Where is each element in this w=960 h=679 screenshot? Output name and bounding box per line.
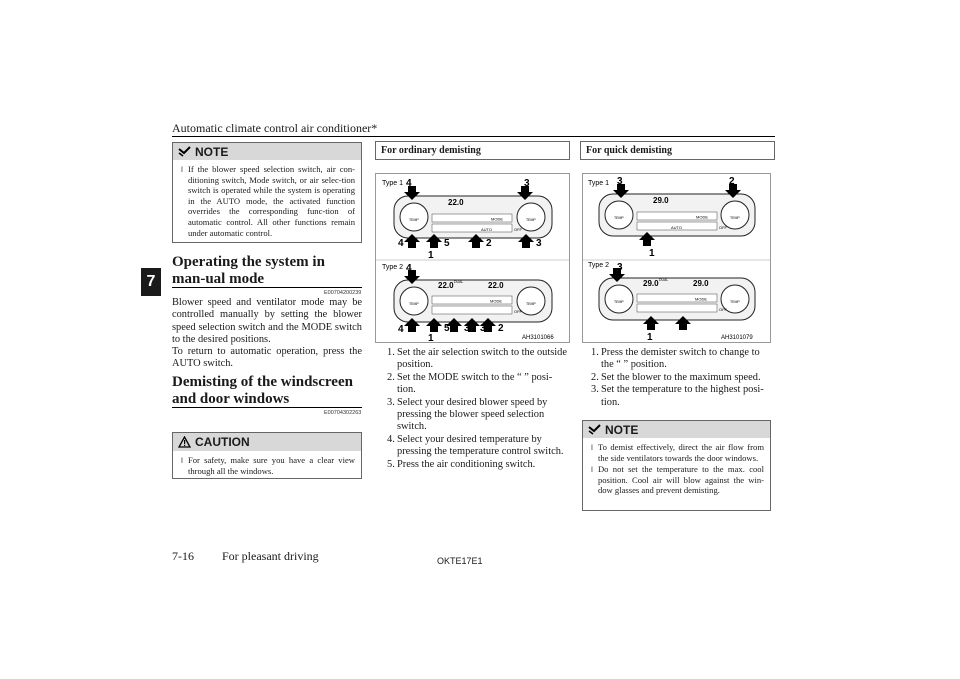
step-item: 3. Set the temperature to the highest posi-tion. [591, 384, 764, 408]
control-panel-diagram [376, 174, 569, 342]
callout-number: 4 [406, 263, 412, 274]
note-text: Do not set the temperature to the max. cool position. Cool air will blow against the win-dow glasses and prevent demisting. [597, 464, 764, 496]
section-title-manual: Operating the system in man-ual mode [172, 254, 325, 287]
temp-knob-label: TEMP [526, 302, 536, 306]
temp-knob-label: TEMP [409, 302, 419, 306]
temp-display: 29.0 [653, 196, 669, 205]
auto-button-label: AUTO [481, 227, 493, 232]
mode-button-label: MODE [491, 216, 503, 222]
caution-label: CAUTION [195, 435, 250, 449]
callout-number: 4 [398, 324, 404, 335]
figure-code: AH3101066 [522, 335, 554, 341]
warning-triangle-icon [178, 436, 191, 448]
ordinary-demisting-heading: For ordinary demisting [375, 141, 570, 160]
caution-header [173, 433, 361, 451]
section-rule [172, 407, 362, 408]
callout-number: 3 [480, 323, 486, 334]
note-box [582, 420, 771, 511]
callout-number: 2 [486, 238, 492, 249]
document-code: OKTE17E1 [437, 556, 483, 566]
temp-knob-label: TEMP [526, 218, 536, 222]
step-item: 1. Set the air selection switch to the outside position. [387, 347, 567, 371]
callout-number: 3 [464, 323, 470, 334]
callout-number: 4 [398, 238, 404, 249]
auto-button-label: AUTO [671, 225, 683, 230]
type1-label: Type 1 [588, 180, 610, 187]
off-button-label: OFF [514, 227, 522, 232]
climate-panel-type1 [599, 194, 755, 236]
section-code: E00704302263 [324, 410, 362, 416]
off-button-label: OFF [514, 309, 522, 314]
temp-display-left: 22.0 [438, 281, 454, 290]
callout-number: 3 [617, 176, 623, 187]
temp-display: 22.0 [448, 198, 464, 207]
chapter-tab: 7 [141, 268, 161, 296]
note-icon [588, 424, 601, 435]
temp-knob-label: TEMP [614, 300, 624, 304]
section-rule [172, 287, 362, 288]
quick-demisting-heading: For quick demisting [580, 141, 775, 160]
note-text: If the blower speed selection switch, air con-ditioning switch, Mode switch, or air selec-tion switch is operated while the system is operating in the AUTO mode, the activated function overrides the corresponding func-tion of automatic control. All other functions remain under automatic control. [187, 164, 355, 238]
ordinary-demisting-figure [375, 173, 570, 343]
callout-number: 1 [428, 250, 434, 261]
temp-knob-label: TEMP [614, 216, 624, 220]
ordinary-demisting-steps [387, 347, 569, 471]
bullet-icon: l [181, 166, 183, 174]
bullet-icon: l [181, 457, 183, 465]
type1-label: Type 1 [382, 180, 404, 187]
figure-code: AH3101079 [721, 335, 753, 341]
off-button-label: OFF [719, 225, 727, 230]
callout-number: 3 [524, 178, 530, 189]
caution-box [172, 432, 362, 479]
caution-text: For safety, make sure you have a clear view through all the windows. [187, 455, 355, 476]
note-icon [178, 146, 191, 157]
climate-panel-type2 [599, 278, 755, 320]
note-header [583, 421, 770, 438]
note-label: NOTE [195, 144, 229, 159]
callout-number: 2 [729, 176, 735, 187]
bullet-icon: l [591, 466, 593, 475]
note-label: NOTE [605, 422, 639, 437]
callout-number: 1 [428, 333, 434, 342]
note-text: To demist effectively, direct the air flow from the side ventilators towards the door windows. [597, 442, 764, 463]
callout-number: 1 [647, 332, 653, 342]
mode-button-label: MODE [695, 296, 707, 302]
off-button-label: OFF [719, 307, 727, 312]
climate-panel-type2 [394, 280, 552, 322]
quick-demisting-figure [582, 173, 771, 343]
quick-demisting-steps [591, 347, 771, 409]
section-code: E00704200239 [324, 290, 362, 296]
mode-button-label: MODE [696, 214, 708, 220]
temp-display-right: 29.0 [693, 279, 709, 288]
step-item: 3. Select your desired blower speed by pressing the blower speed selection switch. [387, 396, 548, 433]
note-box [172, 142, 362, 243]
callout-number: 4 [406, 178, 412, 189]
callout-number: 2 [498, 323, 504, 334]
temp-knob-label: TEMP [730, 300, 740, 304]
footer-section: For pleasant driving [222, 549, 319, 563]
type2-label: Type 2 [588, 262, 610, 269]
callout-number: 5 [444, 238, 450, 249]
page-header-title: Automatic climate control air conditioner* [172, 121, 378, 135]
callout-number: 1 [649, 248, 655, 259]
control-panel-diagram [583, 174, 770, 342]
bullet-icon: l [591, 444, 593, 452]
temp-knob-label: TEMP [409, 218, 419, 222]
type2-label: Type 2 [382, 264, 404, 271]
callout-number: 3 [536, 238, 542, 249]
callout-number: 3 [617, 262, 623, 273]
dual-label: DUAL [659, 278, 669, 282]
temp-knob-label: TEMP [730, 216, 740, 220]
step-item: 4. Select your desired temperature by pressing the temperature control switch. [387, 433, 564, 458]
section-title-demisting: Demisting of the windscreen and door windows [172, 374, 353, 407]
callout-number: 5 [444, 323, 450, 334]
climate-panel-type1 [394, 196, 552, 238]
manual-para-2: To return to automatic operation, press the AUTO switch. [172, 346, 362, 370]
manual-para-1: Blower speed and ventilator mode may be controlled manually by setting the blower speed selection switch and the MODE switch to the desired positions. [172, 297, 362, 346]
step-item: 5. Press the air conditioning switch. [387, 458, 536, 470]
mode-button-label: MODE [490, 298, 502, 304]
dual-label: DUAL [454, 280, 464, 284]
step-item: 1. Press the demister switch to change to the “ ” position. [591, 347, 760, 371]
step-item: 2. Set the blower to the maximum speed. [591, 371, 761, 383]
temp-display-left: 29.0 [643, 279, 659, 288]
page-number: 7-16 [172, 549, 194, 563]
header-rule [172, 136, 775, 137]
step-item: 2. Set the MODE switch to the “ ” posi-tion. [387, 371, 553, 396]
note-header [173, 143, 361, 160]
callout-number: 2 [681, 320, 687, 331]
temp-display-right: 22.0 [488, 281, 504, 290]
